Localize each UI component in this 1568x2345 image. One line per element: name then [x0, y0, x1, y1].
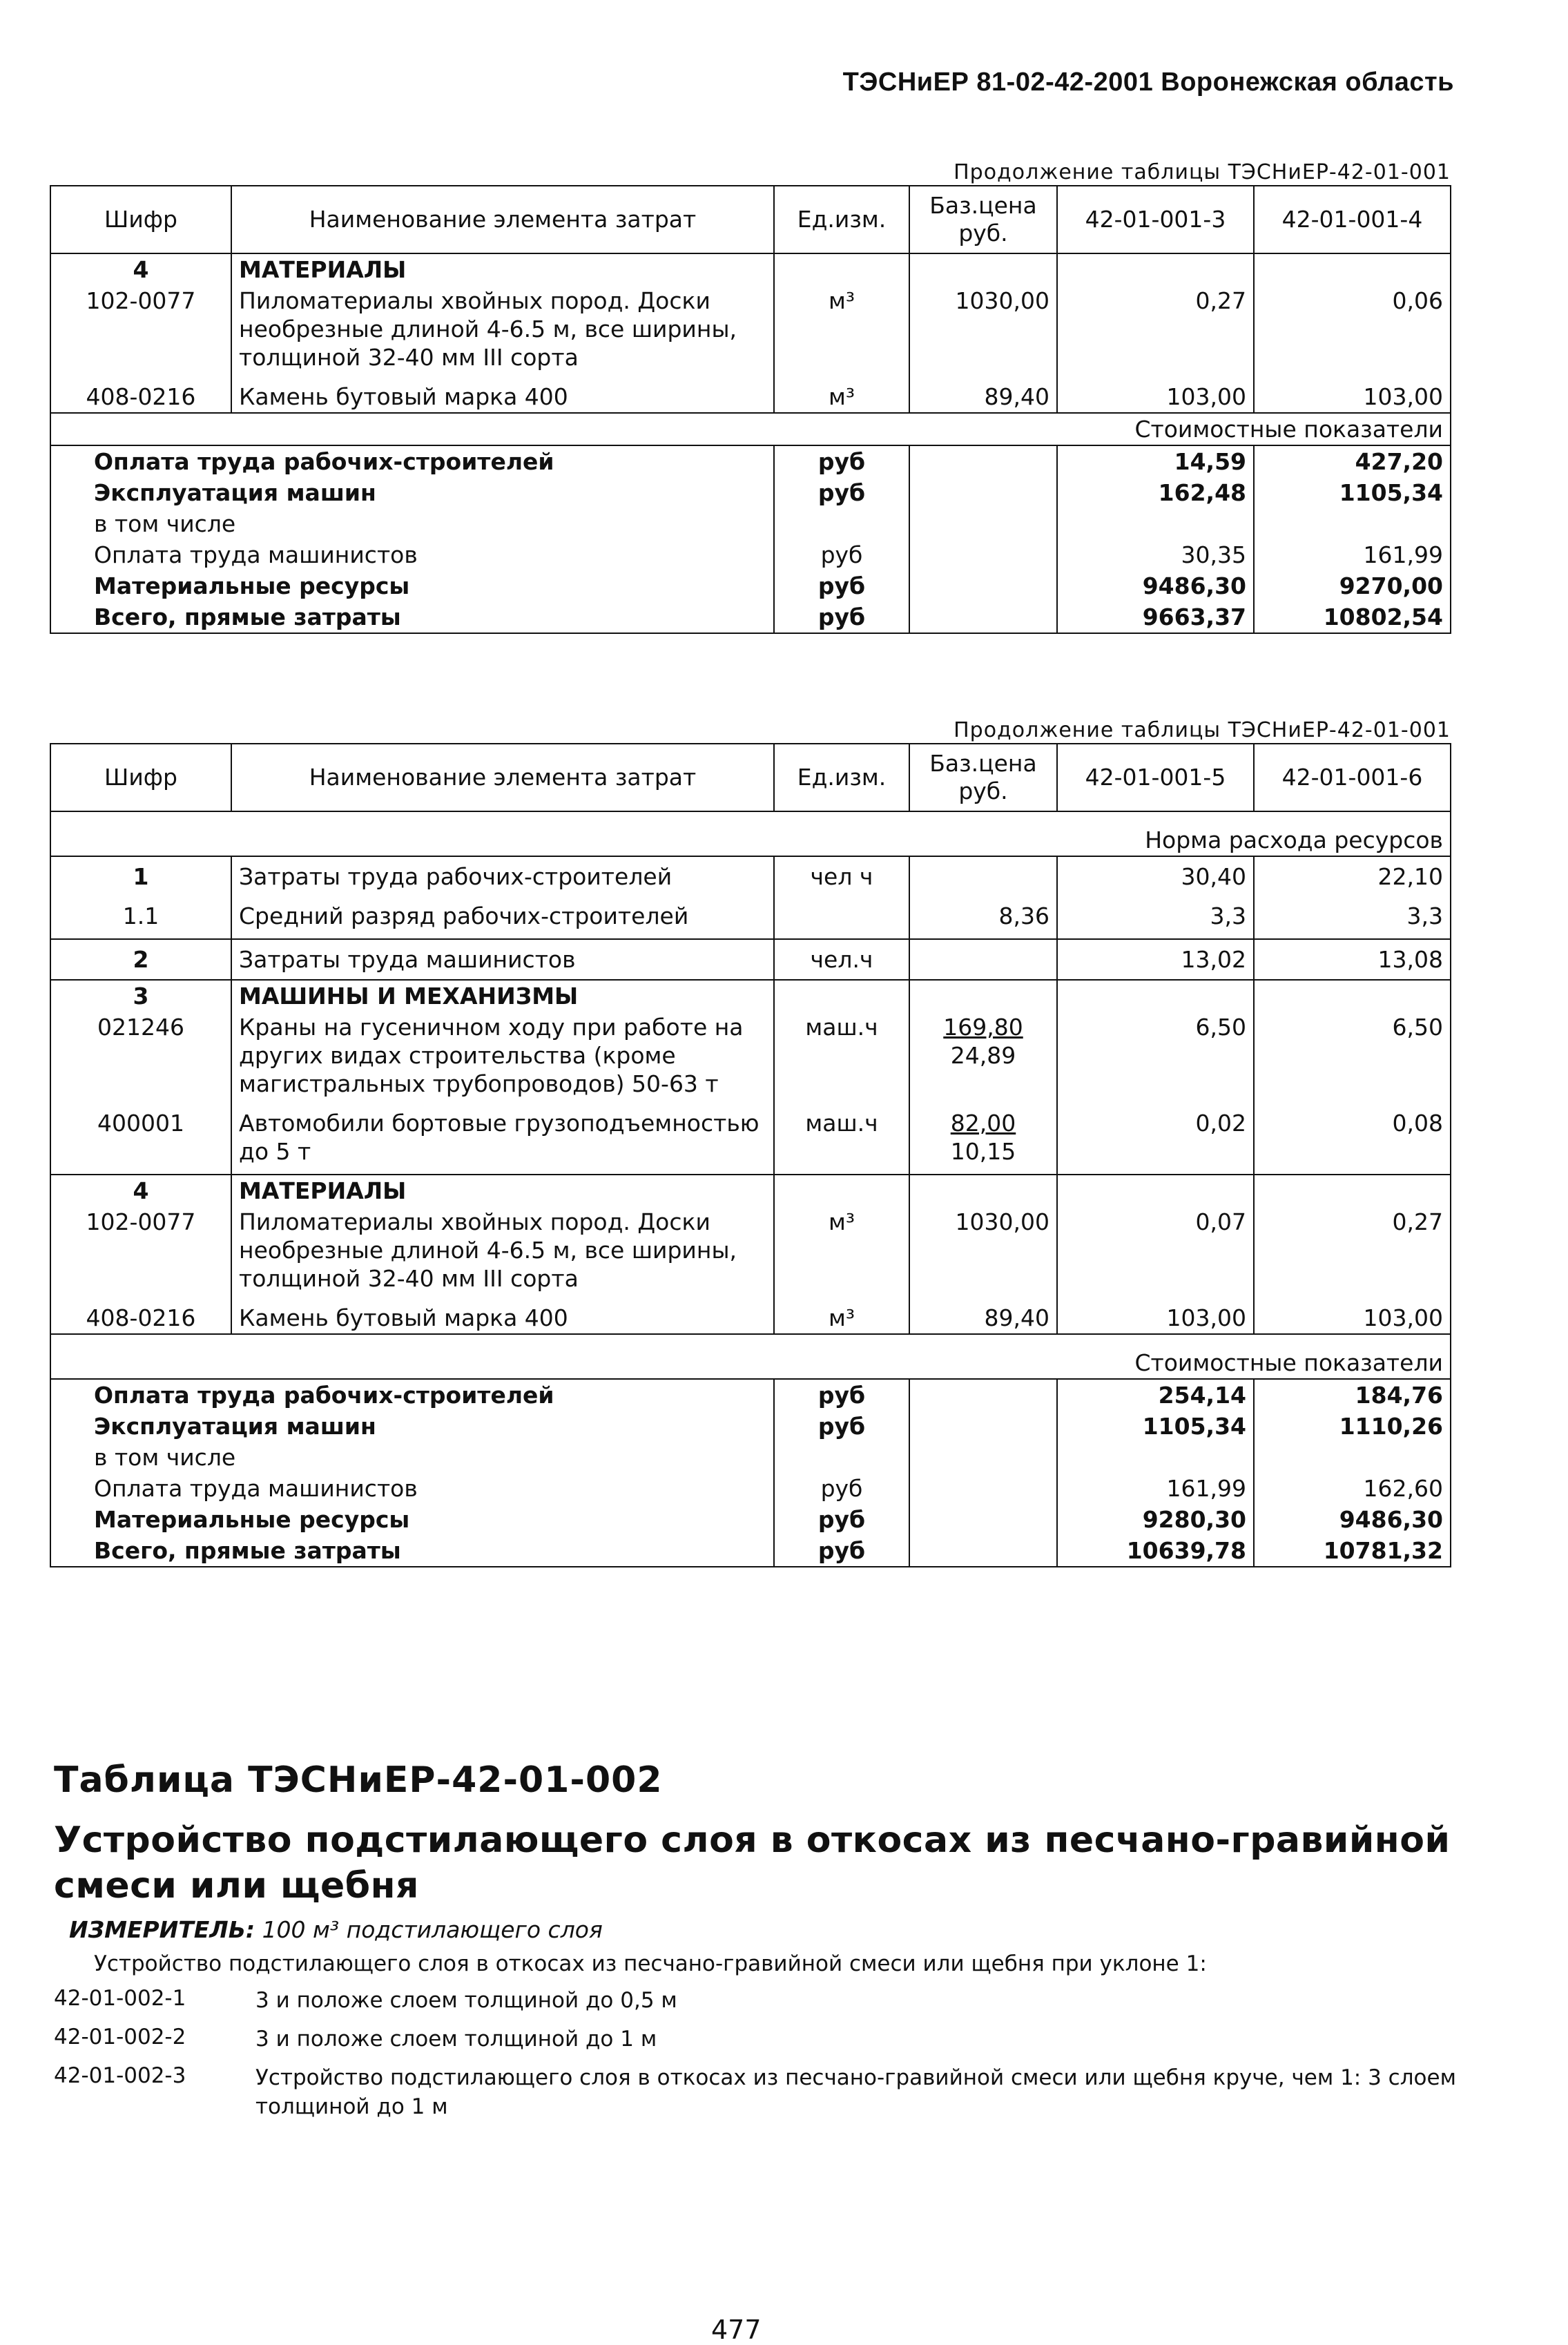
row-value-2: 0,06: [1254, 285, 1451, 373]
col-header-unit: Ед.изм.: [774, 744, 909, 811]
row-code: 408-0216: [50, 1294, 231, 1334]
cost-header-row: [50, 413, 1451, 445]
row-value-2: 0,27: [1254, 1206, 1451, 1294]
cost-unit: руб: [774, 1411, 909, 1442]
row-unit: маш.ч: [774, 1099, 909, 1175]
row-name: Средний разряд рабочих-строителей: [231, 892, 774, 939]
cost-header: Стоимостные показатели: [1057, 413, 1451, 445]
row-unit: чел ч: [774, 856, 909, 892]
row-unit: м³: [774, 285, 909, 373]
cost-value-1: 10639,78: [1057, 1535, 1254, 1567]
price-top: 82,00: [950, 1110, 1016, 1137]
row-code: 102-0077: [50, 1206, 231, 1294]
cost-unit: руб: [774, 1473, 909, 1504]
table-row: [50, 1206, 1451, 1294]
cost-row: [50, 508, 1451, 539]
row-price: 1030,00: [909, 285, 1057, 373]
cost-value-2: 9486,30: [1254, 1504, 1451, 1535]
cost-row: [50, 1411, 1451, 1442]
row-unit: маш.ч: [774, 1012, 909, 1099]
cost-row: [50, 477, 1451, 508]
row-value-1: 103,00: [1057, 1294, 1254, 1334]
col-header-1: 42-01-001-3: [1057, 186, 1254, 253]
row-value-1: 0,27: [1057, 285, 1254, 373]
row-unit: м³: [774, 1294, 909, 1334]
row-value-2: 103,00: [1254, 373, 1451, 413]
table-1: [50, 185, 1451, 634]
cost-value-1: 1105,34: [1057, 1411, 1254, 1442]
section-row: [50, 253, 1451, 285]
table-2: [50, 743, 1451, 1567]
cost-name: Всего, прямые затраты: [50, 601, 774, 633]
col-header-code: Шифр: [50, 186, 231, 253]
cost-value-2: 10781,32: [1254, 1535, 1451, 1567]
item-text: 3 и положе слоем толщиной до 0,5 м: [255, 1988, 677, 2013]
section-row: [50, 980, 1451, 1012]
row-name: Пиломатериалы хвойных пород. Доски необрезные длиной 4-6.5 м, все ширины, толщиной 32-40 мм III сорта: [231, 1206, 774, 1294]
col-header-name: Наименование элемента затрат: [231, 186, 774, 253]
table-row: [50, 939, 1451, 980]
col-header-2: 42-01-001-6: [1254, 744, 1451, 811]
cost-value-1: 254,14: [1057, 1379, 1254, 1411]
row-value-1: 0,07: [1057, 1206, 1254, 1294]
cost-header: Стоимостные показатели: [1057, 1334, 1451, 1379]
row-unit: чел.ч: [774, 939, 909, 980]
item-text: 3 и положе слоем толщиной до 1 м: [255, 2027, 657, 2052]
table-row: [50, 1012, 1451, 1099]
cost-row: [50, 1535, 1451, 1567]
cost-value-1: 161,99: [1057, 1473, 1254, 1504]
row-unit: м³: [774, 1206, 909, 1294]
row-value-1: 6,50: [1057, 1012, 1254, 1099]
row-name: Краны на гусеничном ходу при работе на других видах строительства (кроме магистральных трубопроводов) 50-63 т: [231, 1012, 774, 1099]
norm-header-row: [50, 811, 1451, 856]
section-intro: Устройство подстилающего слоя в откосах из песчано-гравийной смеси или щебня при уклоне 1:: [94, 1951, 1207, 1976]
cost-name: Оплата труда машинистов: [50, 539, 774, 570]
cost-row: [50, 570, 1451, 601]
row-name: Затраты труда рабочих-строителей: [231, 856, 774, 892]
price-bottom: 10,15: [950, 1138, 1016, 1165]
item-code: 42-01-002-3: [54, 2063, 186, 2088]
row-value-1: 3,3: [1057, 892, 1254, 939]
cost-unit: руб: [774, 1504, 909, 1535]
cost-value-2: 1110,26: [1254, 1411, 1451, 1442]
measure-value: 100 м³ подстилающего слоя: [262, 1916, 603, 1943]
row-value-1: 13,02: [1057, 939, 1254, 980]
cost-value-1: 162,48: [1057, 477, 1254, 508]
cost-name: Оплата труда рабочих-строителей: [50, 445, 774, 477]
col-header-2: 42-01-001-4: [1254, 186, 1451, 253]
cost-header-row: [50, 1334, 1451, 1379]
continuation-label: Продолжение таблицы ТЭСНиЕР-42-01-001: [954, 160, 1451, 184]
cost-value-2: 9270,00: [1254, 570, 1451, 601]
table-row: [50, 856, 1451, 892]
item-code: 42-01-002-1: [54, 1986, 186, 2011]
col-header-price: Баз.цена руб.: [909, 186, 1057, 253]
section-number: 4: [50, 1175, 231, 1206]
section-title: МАТЕРИАЛЫ: [231, 1175, 774, 1206]
section-title: МАШИНЫ И МЕХАНИЗМЫ: [231, 980, 774, 1012]
cost-row: [50, 1504, 1451, 1535]
cost-name: в том числе: [50, 1442, 774, 1473]
row-code: 2: [50, 939, 231, 980]
cost-row: [50, 445, 1451, 477]
cost-unit: руб: [774, 570, 909, 601]
col-header-unit: Ед.изм.: [774, 186, 909, 253]
cost-value-2: 162,60: [1254, 1473, 1451, 1504]
section-title: МАТЕРИАЛЫ: [231, 253, 774, 285]
price-bottom: 24,89: [950, 1042, 1016, 1069]
page-header: ТЭСНиЕР 81-02-42-2001 Воронежская область: [842, 68, 1454, 97]
price-top: 169,80: [943, 1014, 1023, 1041]
cost-value-2: 1105,34: [1254, 477, 1451, 508]
section-number: 3: [50, 980, 231, 1012]
table-header-row: [50, 186, 1451, 253]
measure-label: ИЗМЕРИТЕЛЬ:: [69, 1916, 255, 1943]
cost-name: в том числе: [50, 508, 774, 539]
table-row: [50, 892, 1451, 939]
row-code: 408-0216: [50, 373, 231, 413]
cost-unit: руб: [774, 477, 909, 508]
row-value-1: 103,00: [1057, 373, 1254, 413]
row-code: 102-0077: [50, 285, 231, 373]
section-row: [50, 1175, 1451, 1206]
cost-name: Материальные ресурсы: [50, 570, 774, 601]
continuation-label: Продолжение таблицы ТЭСНиЕР-42-01-001: [954, 718, 1451, 742]
row-price: 89,40: [909, 373, 1057, 413]
cost-name: Материальные ресурсы: [50, 1504, 774, 1535]
cost-value-1: 30,35: [1057, 539, 1254, 570]
row-value-1: 0,02: [1057, 1099, 1254, 1175]
cost-name: Эксплуатация машин: [50, 1411, 774, 1442]
row-price: 8,36: [909, 892, 1057, 939]
col-header-name: Наименование элемента затрат: [231, 744, 774, 811]
row-name: Камень бутовый марка 400: [231, 1294, 774, 1334]
cost-unit: руб: [774, 539, 909, 570]
norm-header: Норма расхода ресурсов: [1057, 811, 1451, 856]
row-value-1: 30,40: [1057, 856, 1254, 892]
cost-unit: руб: [774, 445, 909, 477]
cost-unit: руб: [774, 601, 909, 633]
cost-unit: руб: [774, 1535, 909, 1567]
cost-value-2: 161,99: [1254, 539, 1451, 570]
measure-line: [69, 1916, 603, 1943]
col-header-code: Шифр: [50, 744, 231, 811]
cost-name: Всего, прямые затраты: [50, 1535, 774, 1567]
table-title: Таблица ТЭСНиЕР-42-01-002: [54, 1759, 663, 1801]
cost-value-1: 9486,30: [1057, 570, 1254, 601]
table-row: [50, 285, 1451, 373]
list-item: [54, 2063, 1498, 2121]
cost-value-2: 10802,54: [1254, 601, 1451, 633]
col-header-price: Баз.цена руб.: [909, 744, 1057, 811]
cost-unit: руб: [774, 1379, 909, 1411]
row-value-2: 3,3: [1254, 892, 1451, 939]
row-code: 1: [50, 856, 231, 892]
row-code: 021246: [50, 1012, 231, 1099]
row-value-2: 6,50: [1254, 1012, 1451, 1099]
item-text: Устройство подстилающего слоя в откосах из песчано-гравийной смеси или щебня круче, чем 1: 3 слоем толщиной до 1 м: [255, 2065, 1456, 2119]
item-code: 42-01-002-2: [54, 2025, 186, 2049]
row-name: Пиломатериалы хвойных пород. Доски необрезные длиной 4-6.5 м, все ширины, толщиной 32-40 мм III сорта: [231, 285, 774, 373]
row-value-2: 103,00: [1254, 1294, 1451, 1334]
table-row: [50, 1294, 1451, 1334]
cost-row: [50, 539, 1451, 570]
row-price: 89,40: [909, 1294, 1057, 1334]
row-value-2: 13,08: [1254, 939, 1451, 980]
row-code: 1.1: [50, 892, 231, 939]
row-name: Автомобили бортовые грузоподъемностью до 5 т: [231, 1099, 774, 1175]
list-item: [54, 1986, 1498, 2015]
cost-name: Оплата труда машинистов: [50, 1473, 774, 1504]
cost-value-1: 9280,30: [1057, 1504, 1254, 1535]
list-item: [54, 2025, 1498, 2054]
page-number: 477: [711, 2315, 762, 2345]
row-name: Затраты труда машинистов: [231, 939, 774, 980]
cost-row: [50, 1473, 1451, 1504]
cost-row: [50, 1442, 1451, 1473]
row-value-2: 0,08: [1254, 1099, 1451, 1175]
cost-name: Эксплуатация машин: [50, 477, 774, 508]
cost-value-2: 184,76: [1254, 1379, 1451, 1411]
cost-row: [50, 601, 1451, 633]
table-row: [50, 373, 1451, 413]
table-header-row: [50, 744, 1451, 811]
col-header-1: 42-01-001-5: [1057, 744, 1254, 811]
row-name: Камень бутовый марка 400: [231, 373, 774, 413]
row-unit: м³: [774, 373, 909, 413]
cost-name: Оплата труда рабочих-строителей: [50, 1379, 774, 1411]
row-code: 400001: [50, 1099, 231, 1175]
cost-row: [50, 1379, 1451, 1411]
section-number: 4: [50, 253, 231, 285]
row-value-2: 22,10: [1254, 856, 1451, 892]
section-heading: Устройство подстилающего слоя в откосах из песчано-гравийной смеси или щебня: [54, 1820, 1451, 1907]
cost-value-1: 14,59: [1057, 445, 1254, 477]
row-price: 1030,00: [909, 1206, 1057, 1294]
table-row: [50, 1099, 1451, 1175]
cost-value-1: 9663,37: [1057, 601, 1254, 633]
cost-value-2: 427,20: [1254, 445, 1451, 477]
